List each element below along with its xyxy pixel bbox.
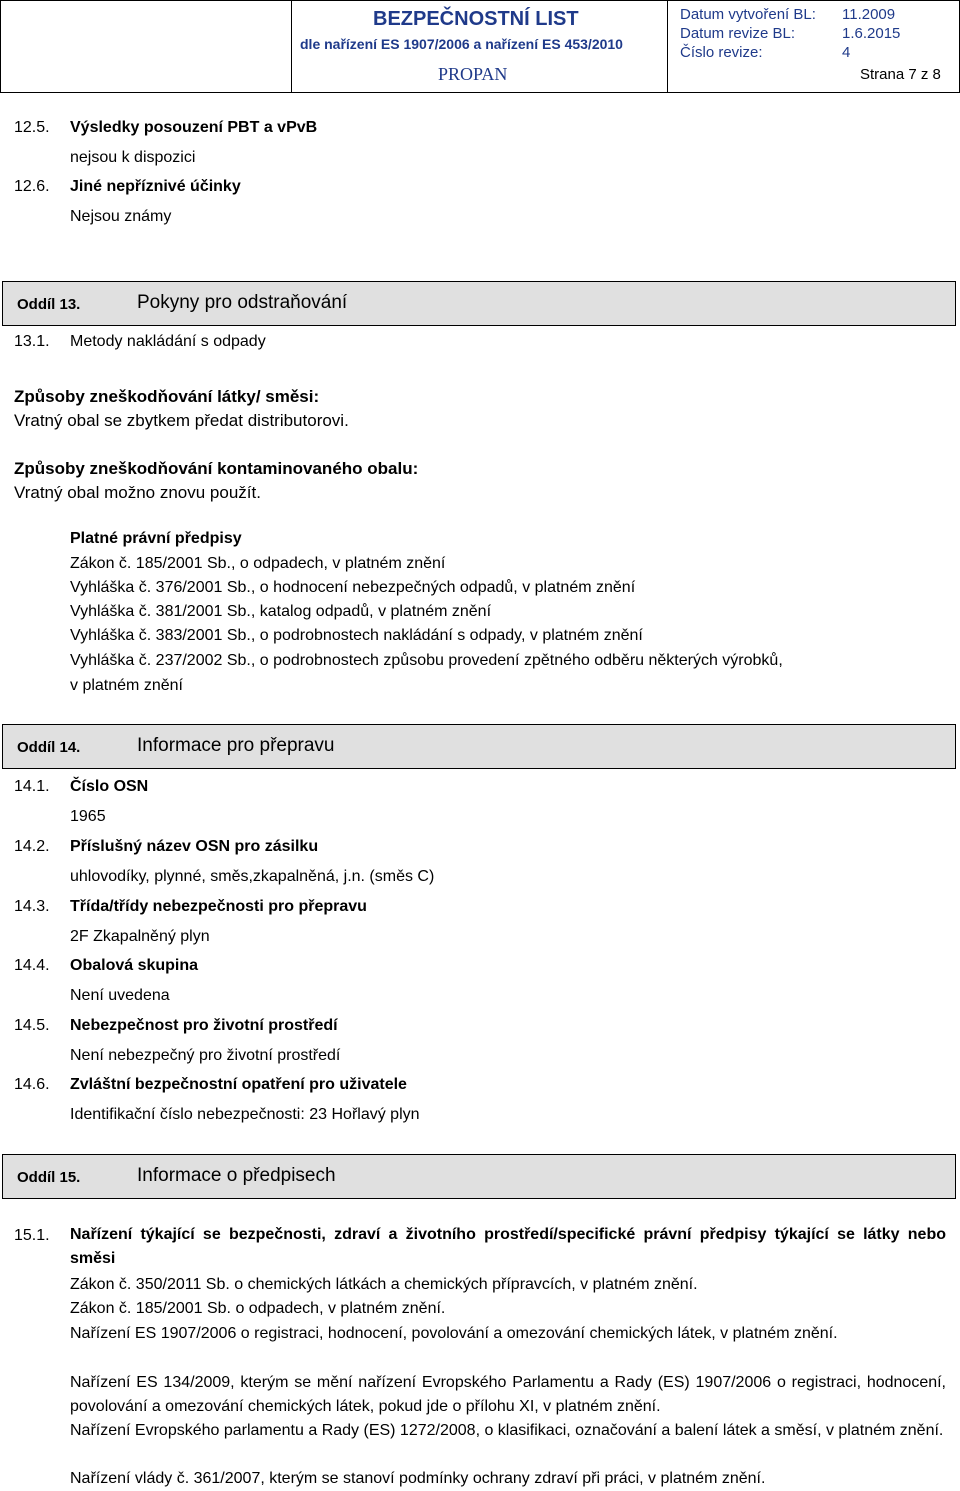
s14-item-title: Obalová skupina [70,957,199,974]
created-value: 11.2009 [842,6,896,23]
s12-6-value: Nejsou známy [70,208,172,225]
s14-item-value: Není nebezpečný pro životní prostředí [70,1047,341,1064]
disposal-packaging-heading: Způsoby zneškodňování kontaminovaného obalu: [14,459,419,478]
revised-value: 1.6.2015 [842,25,901,42]
section-14-title: Informace pro přepravu [137,735,335,756]
section-13-number: Oddíl 13. [17,296,81,313]
s15-1-number: 15.1. [14,1227,50,1244]
document-title: BEZPEČNOSTNÍ LIST [373,8,579,30]
product-name: PROPAN [438,64,508,84]
s14-item-title: Třída/třídy nebezpečnosti pro přepravu [70,898,367,915]
header-logo-box [0,0,292,93]
s12-5-value: nejsou k dispozici [70,149,196,166]
s13-1-title: Metody nakládání s odpady [70,333,266,350]
s14-item-number: 14.6. [14,1076,50,1093]
section-15-bar [2,1154,956,1199]
legal-item: Vyhláška č. 383/2001 Sb., o podrobnostech nakládání s odpady, v platném znění [70,627,643,644]
s13-1-number: 13.1. [14,333,50,350]
s14-item-value: 1965 [70,808,106,825]
legal-item: Vyhláška č. 237/2002 Sb., o podrobnostech způsobu provedení zpětného odběru některých výrobků, [70,652,783,669]
legal-item: Vyhláška č. 381/2001 Sb., katalog odpadů, v platném znění [70,603,492,620]
s12-6-number: 12.6. [14,178,50,195]
section-13-title: Pokyny pro odstraňování [137,292,348,313]
legal-item: Vyhláška č. 376/2001 Sb., o hodnocení nebezpečných odpadů, v platném znění [70,579,636,596]
revision-value: 4 [842,44,851,61]
regulation-paragraph: Nařízení vlády č. 361/2007, kterým se stanoví podmínky ochrany zdraví při práci, v platném znění. [70,1470,766,1487]
page-number: Strana 7 z 8 [860,66,941,83]
legal-item: v platném znění [70,677,183,694]
disposal-packaging-text: Vratný obal možno znovu použít. [14,483,261,502]
s14-item-number: 14.2. [14,838,50,855]
section-14-number: Oddíl 14. [17,739,81,756]
s14-item-title: Zvláštní bezpečnostní opatření pro uživatele [70,1076,407,1093]
regulation-paragraph: Zákon č. 185/2001 Sb. o odpadech, v platném znění. [70,1300,446,1317]
s14-item-value: 2F Zkapalněný plyn [70,928,210,945]
s14-item-number: 14.3. [14,898,50,915]
disposal-substance-text: Vratný obal se zbytkem předat distributorovi. [14,411,349,430]
s14-item-number: 14.4. [14,957,50,974]
disposal-substance-heading: Způsoby zneškodňování látky/ směsi: [14,387,320,406]
created-label: Datum vytvoření BL: [680,6,816,23]
s14-item-number: 14.1. [14,778,50,795]
s12-5-number: 12.5. [14,119,50,136]
revision-label: Číslo revize: [680,44,763,61]
regulation-paragraph: Zákon č. 350/2011 Sb. o chemických látkách a chemických přípravcích, v platném znění. [70,1276,698,1293]
s12-6-title: Jiné nepříznivé účinky [70,178,241,195]
s14-item-value: Není uvedena [70,987,170,1004]
regulation-paragraph: Nařízení ES 1907/2006 o registraci, hodnocení, povolování a omezování chemických látek, v platném znění. [70,1325,838,1342]
s14-item-title: Nebezpečnost pro životní prostředí [70,1017,338,1034]
regulation-subtitle: dle nařízení ES 1907/2006 a nařízení ES 453/2010 [300,36,623,52]
section-14-bar [2,724,956,769]
regulation-paragraph: Nařízení Evropského parlamentu a Rady (ES) 1272/2008, o klasifikaci, označování a balení látek a směsí, v platném znění. [70,1422,944,1439]
section-13-bar [2,281,956,326]
s14-item-value: uhlovodíky, plynné, směs,zkapalněná, j.n. (směs C) [70,868,435,885]
section-15-title: Informace o předpisech [137,1165,336,1186]
s14-item-title: Číslo OSN [70,778,149,795]
s15-1-title: Nařízení týkající se bezpečnosti, zdraví a životního prostředí/specifické právní předpisy týkající se látky nebo směsi [70,1226,946,1267]
legal-regulations-title: Platné právní předpisy [70,530,242,547]
legal-item: Zákon č. 185/2001 Sb., o odpadech, v platném znění [70,555,446,572]
s14-item-value: Identifikační číslo nebezpečnosti: 23 Hořlavý plyn [70,1106,420,1123]
s14-item-title: Příslušný název OSN pro zásilku [70,838,319,855]
s12-5-title: Výsledky posouzení PBT a vPvB [70,119,318,136]
revised-label: Datum revize BL: [680,25,796,42]
s14-item-number: 14.5. [14,1017,50,1034]
section-15-number: Oddíl 15. [17,1169,81,1186]
regulation-paragraph: Nařízení ES 134/2009, kterým se mění nařízení Evropského Parlamentu a Rady (ES) 1907/2006 o registraci, hodnocení, povolování a omezování chemických látek, pokud jde o přílohu XI, v platném znění. [70,1374,946,1415]
